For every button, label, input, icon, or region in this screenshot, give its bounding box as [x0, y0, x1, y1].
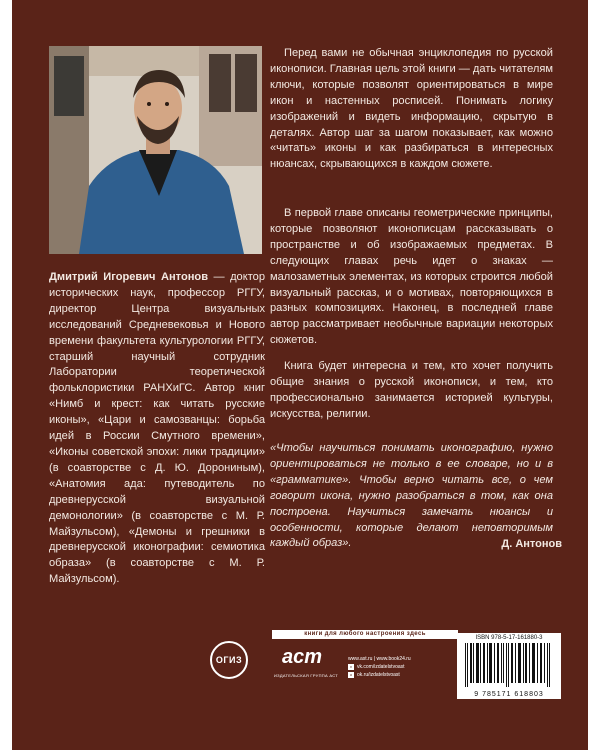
vk-icon: v [350, 664, 352, 669]
description-paragraph-2: В первой главе описаны геометрические принципы, которые позволяют иконописцам рассказывать о пространстве и об изображаемых предметах. В следующих главах речь идет о знаках — малозаметных элементах, из которых строится любой визуальный рассказ, и о мотивах, повторяющихся в разных композициях. Наконец, в последней главе автор рассматривает необычные вариации некоторых сюжетов. [270, 207, 553, 347]
author-bio [49, 270, 265, 588]
ast-logo [274, 645, 344, 691]
author-name: Дмитрий Игоревич Антонов [49, 271, 209, 283]
back-cover [12, 0, 588, 750]
ast-logo-mark: аст [282, 646, 323, 668]
ok-row [348, 671, 454, 679]
vk-link[interactable]: vk.com/izdatelstvoast [357, 664, 405, 670]
ast-logo-subtitle: ИЗДАТЕЛЬСКАЯ ГРУППА АСТ [274, 673, 339, 678]
author-photo [49, 46, 262, 254]
ok-link[interactable]: ok.ru/izdatelstvoast [357, 672, 400, 678]
ogiz-logo: ОГИЗ [210, 641, 248, 679]
author-bio-text: — доктор исторических наук, профессор РГГУ, директор Центра визуальных исследований Средневековья и Нового времени факультета культурологии РГГУ, старший научный сотрудник Лаборатории теоретической фольклористики РАНХиГС. Автор книг «Нимб и крест: как читать русские иконы», «Цари и самозванцы: борьба идей в России Смутного времени», «Иконы советской эпохи: лики традиции» (в соавторстве с Д. Ю. Дорониным), «Анатомия ада: путеводитель по древнерусской визуальной демонологии» (в соавторстве с М. Р. Майзульсом), «Демоны и грешники в древнерусской иконографии: семиотика образа» (в соавторстве с М. Р. Майзульсом). [49, 271, 265, 586]
website-row [348, 655, 454, 663]
isbn-barcode-box [457, 633, 561, 699]
publisher-tagline: книги для любого настроения здесь [272, 630, 458, 639]
publisher-links [348, 655, 454, 679]
author-photo-illustration [49, 46, 262, 254]
barcode-number: 9 785171 618803 [474, 691, 544, 698]
description-paragraph-3: Книга будет интересна и тем, кто хочет получить общие знания о русской иконописи, и тем, кто профессионально занимается историей культуры, искусства, религии. [270, 360, 553, 420]
website-link[interactable]: www.ast.ru | www.book24.ru [348, 656, 411, 662]
vk-row [348, 663, 454, 671]
author-quote: «Чтобы научиться понимать иконографию, нужно ориентироваться не только в ее словаре, но и в «грамматике». Чтобы верно читать все, о чем говорит икона, нужно разобраться в том, как она построена. Научиться замечать нюансы и особенности, которые делают неповторимым каждый образ». [270, 442, 553, 550]
publisher-block [12, 621, 588, 701]
description-paragraph-1: Перед вами не обычная энциклопедия по русской иконописи. Главная цель этой книги — дать читателям ключи, которые позволят ориентироваться в мире икон и настенных росписей. Понимать логику изображений и видеть информацию, скрытую в деталях. Автор шаг за шагом показывает, как можно «читать» иконы и как разбираться в интересных нюансах, скрывающихся в каждом сюжете. [270, 47, 553, 171]
isbn-label: ISBN 978-5-17-161880-3 [475, 635, 543, 641]
ok-icon: o [349, 672, 353, 677]
barcode-icon [463, 643, 555, 687]
quote-author: Д. Антонов [501, 538, 562, 550]
